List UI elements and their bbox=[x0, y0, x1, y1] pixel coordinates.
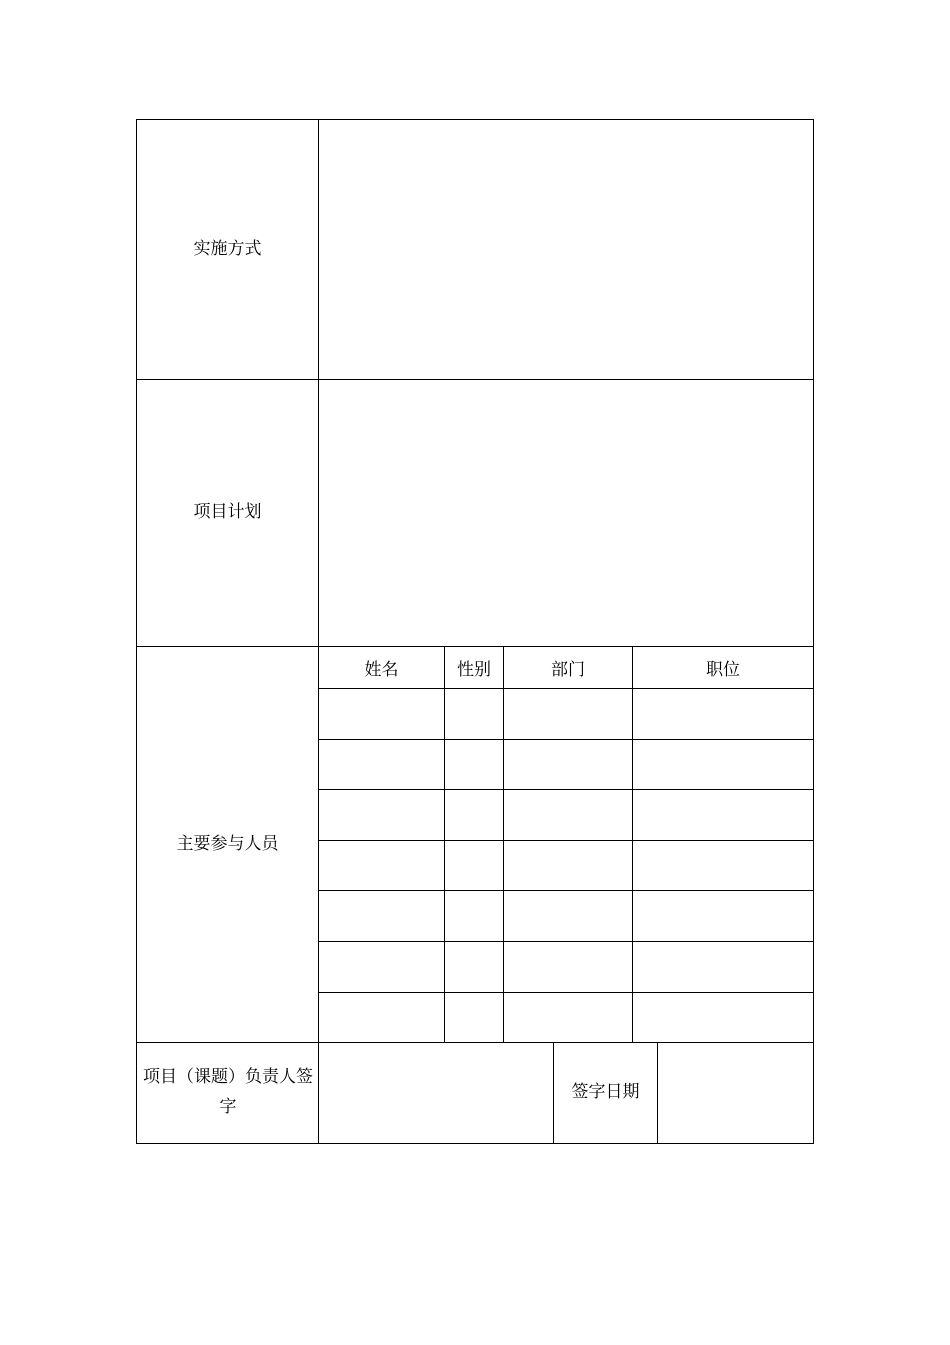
participant-gender-cell[interactable] bbox=[445, 993, 503, 1042]
leader-signature-field[interactable] bbox=[319, 1043, 553, 1143]
participant-position-cell[interactable] bbox=[633, 740, 813, 789]
form-border-right bbox=[813, 119, 814, 1144]
participant-gender-cell[interactable] bbox=[445, 740, 503, 789]
participant-gender-cell[interactable] bbox=[445, 891, 503, 941]
implementation-field[interactable] bbox=[319, 120, 813, 379]
participant-department-cell[interactable] bbox=[504, 942, 632, 992]
participant-department-cell[interactable] bbox=[504, 790, 632, 840]
participant-position-cell[interactable] bbox=[633, 689, 813, 739]
participant-position-cell[interactable] bbox=[633, 993, 813, 1042]
participant-gender-cell[interactable] bbox=[445, 689, 503, 739]
participant-department-cell[interactable] bbox=[504, 891, 632, 941]
participant-department-cell[interactable] bbox=[504, 740, 632, 789]
project-form bbox=[136, 119, 814, 1144]
participants-label: 主要参与人员 bbox=[176, 833, 279, 854]
participant-name-cell[interactable] bbox=[319, 891, 444, 941]
sign-date-label: 签字日期 bbox=[571, 1082, 640, 1103]
leader-signature-label: 项目（课题）负责人签字 bbox=[143, 1067, 313, 1117]
participant-name-cell[interactable] bbox=[319, 841, 444, 890]
participant-gender-cell[interactable] bbox=[445, 790, 503, 840]
participant-name-cell[interactable] bbox=[319, 689, 444, 739]
participant-position-cell[interactable] bbox=[633, 841, 813, 890]
header-gender: 性别 bbox=[457, 660, 491, 680]
participant-gender-cell[interactable] bbox=[445, 841, 503, 890]
header-department: 部门 bbox=[551, 660, 585, 680]
header-name: 姓名 bbox=[364, 660, 399, 680]
participant-name-cell[interactable] bbox=[319, 790, 444, 840]
header-position: 职位 bbox=[706, 660, 740, 680]
implementation-label: 实施方式 bbox=[193, 238, 262, 259]
participant-gender-cell[interactable] bbox=[445, 942, 503, 992]
participant-name-cell[interactable] bbox=[319, 993, 444, 1042]
participant-position-cell[interactable] bbox=[633, 942, 813, 992]
plan-field[interactable] bbox=[319, 380, 813, 646]
form-border-bottom bbox=[136, 1143, 814, 1144]
participant-position-cell[interactable] bbox=[633, 891, 813, 941]
participant-department-cell[interactable] bbox=[504, 841, 632, 890]
participant-department-cell[interactable] bbox=[504, 993, 632, 1042]
participant-position-cell[interactable] bbox=[633, 790, 813, 840]
participant-name-cell[interactable] bbox=[319, 942, 444, 992]
participant-department-cell[interactable] bbox=[504, 689, 632, 739]
participant-name-cell[interactable] bbox=[319, 740, 444, 789]
plan-label: 项目计划 bbox=[193, 502, 262, 523]
sign-date-field[interactable] bbox=[658, 1043, 813, 1143]
